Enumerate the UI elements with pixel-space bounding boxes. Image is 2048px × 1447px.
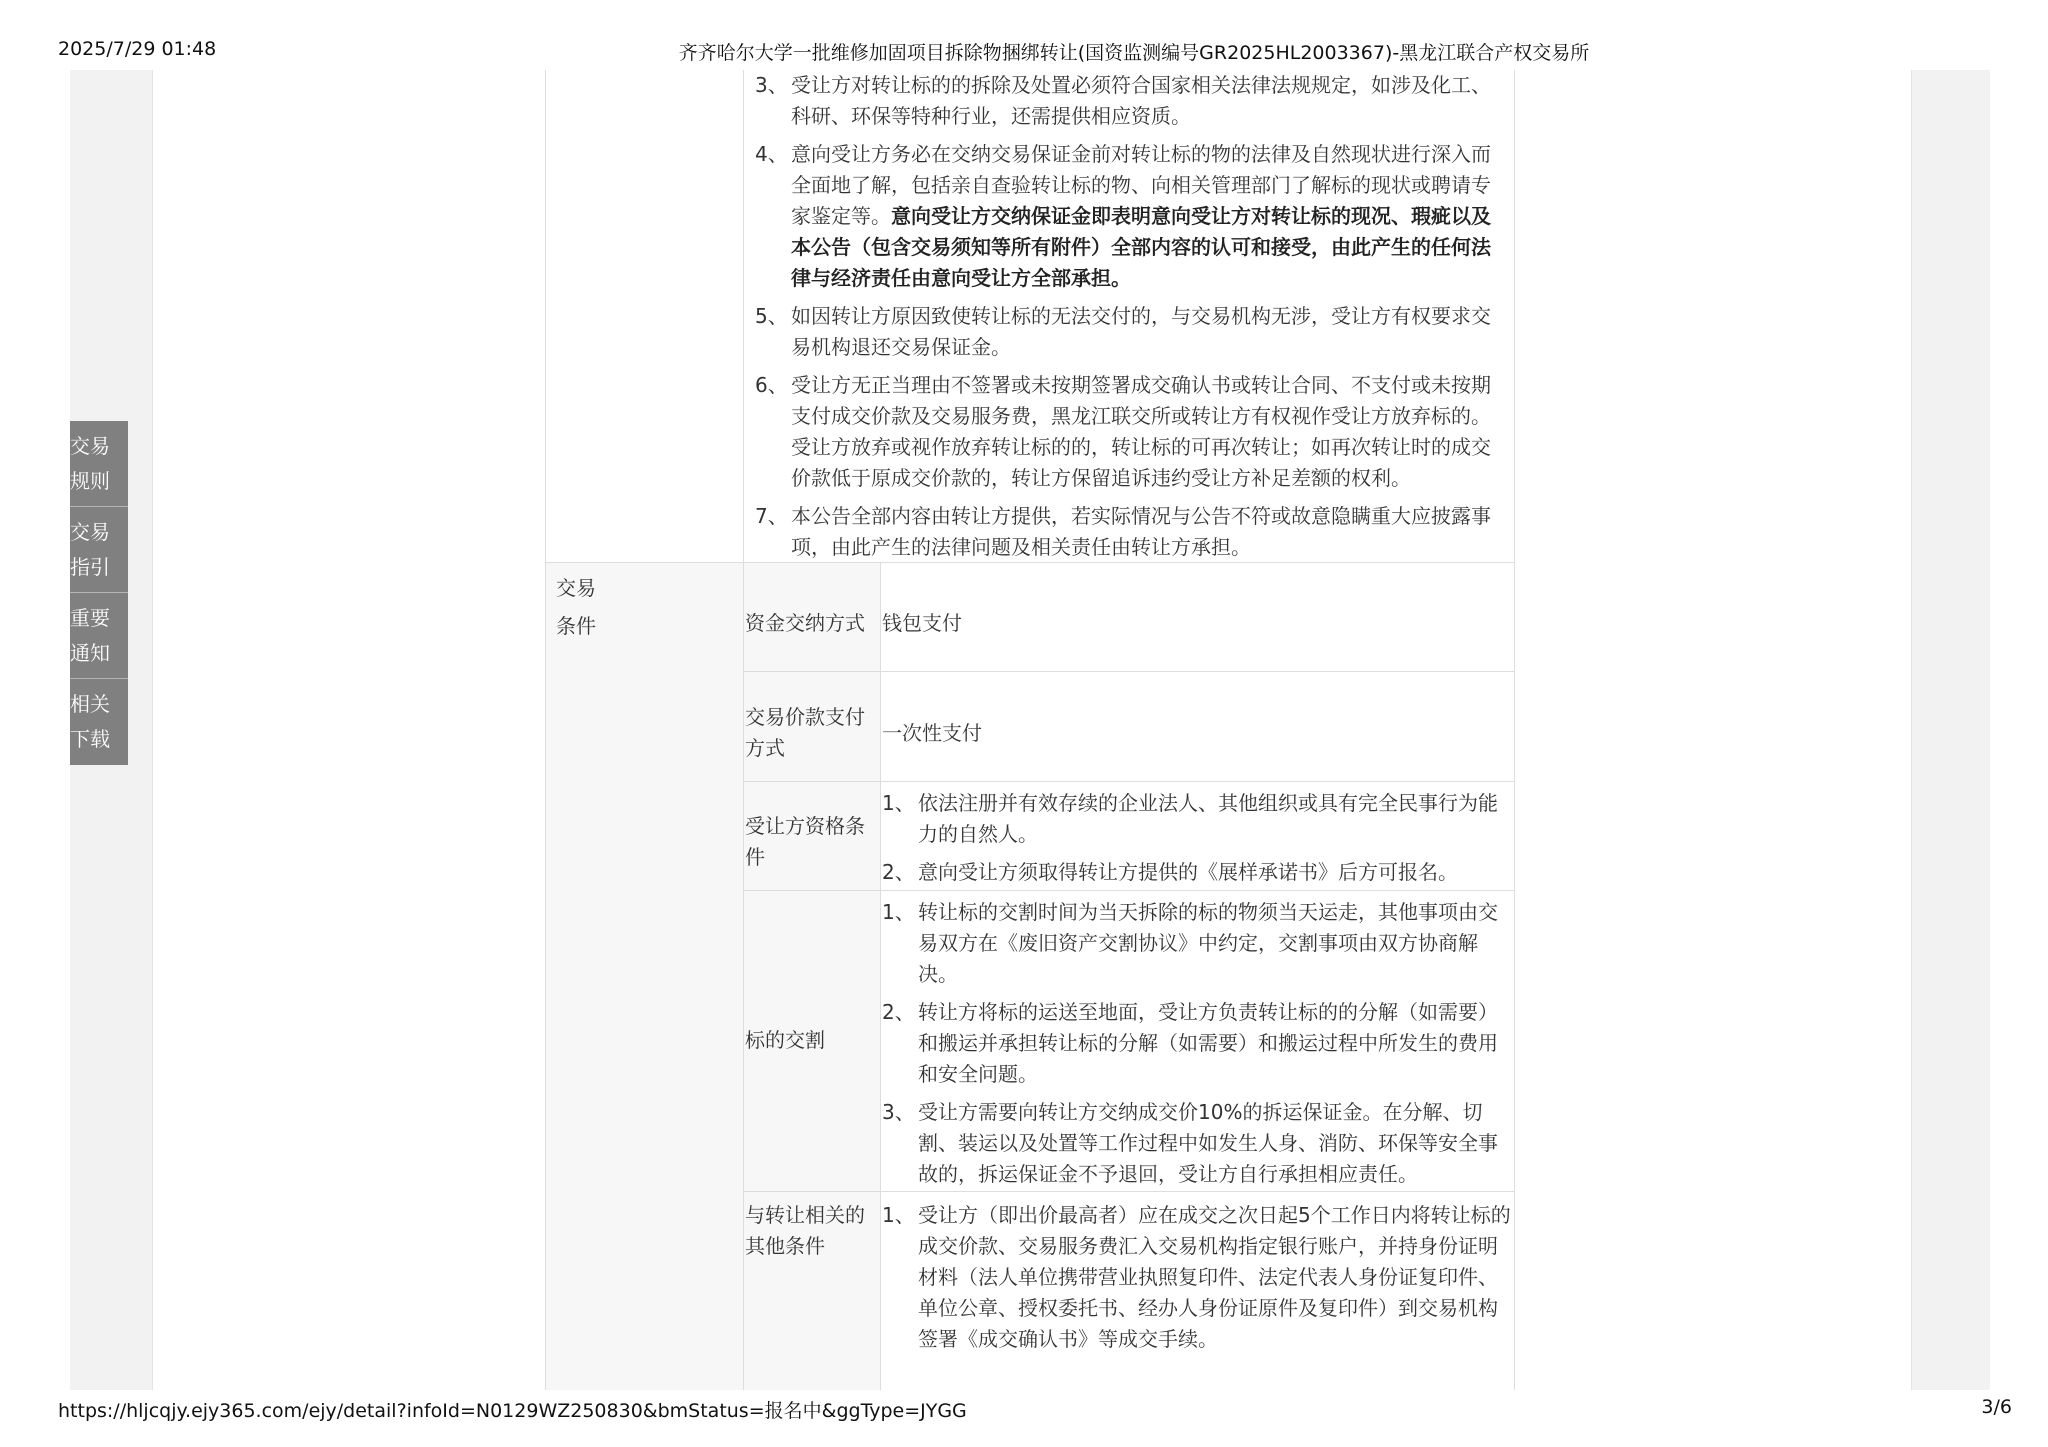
item-bold-text: 意向受让方交纳保证金即表明意向受让方对转让标的现况、瑕疵以及本公告（包含交易须知等所有附件）全部内容的认可和接受，由此产生的任何法律与经济责任由意向受让方全部承担。 <box>791 204 1491 290</box>
delivery-label: 标的交割 <box>745 1028 825 1052</box>
item-text: 转让方将标的运送至地面，受让方负责转让标的的分解（如需要）和搬运并承担转让标的分解（如需要）和搬运过程中所发生的费用和安全问题。 <box>918 1000 1498 1086</box>
table-border <box>545 70 546 1390</box>
list-item <box>882 788 1514 850</box>
print-url: https://hljcqjy.ejy365.com/ejy/detail?infoId=N0129WZ250830&bmStatus=报名中&ggType=JYGG <box>58 1400 967 1422</box>
nav-label: 交易 <box>70 434 110 458</box>
item-number: 5、 <box>755 304 788 328</box>
other-conditions-list <box>882 1200 1514 1362</box>
table-border <box>880 562 881 1390</box>
nav-label: 规则 <box>70 469 110 493</box>
delivery-list <box>882 897 1514 1197</box>
item-number: 2、 <box>882 860 915 884</box>
item-number: 2、 <box>882 1000 915 1024</box>
table-border <box>1514 70 1515 1390</box>
nav-label: 交易 <box>70 520 110 544</box>
item-text: 意向受让方须取得转让方提供的《展样承诺书》后方可报名。 <box>918 860 1458 884</box>
item-number: 3、 <box>755 73 788 97</box>
item-number: 6、 <box>755 373 788 397</box>
side-nav-trade-guide[interactable] <box>70 507 128 593</box>
list-item <box>882 1097 1514 1190</box>
print-page-number: 3/6 <box>1981 1396 2012 1418</box>
item-number: 4、 <box>755 142 788 166</box>
item-number: 3、 <box>882 1100 915 1124</box>
price-payment-label: 交易价款支付方式 <box>745 705 865 760</box>
section-title-line: 交易 <box>556 576 596 600</box>
side-nav-downloads[interactable] <box>70 679 128 765</box>
list-item <box>882 997 1514 1090</box>
item-text: 受让方需要向转让方交纳成交价10%的拆运保证金。在分解、切割、装运以及处置等工作过程中如发生人身、消防、环保等安全事故的，拆运保证金不予退回，受让方自行承担相应责任。 <box>918 1100 1498 1186</box>
price-payment-value: 一次性支付 <box>882 721 982 745</box>
qualification-label: 受让方资格条件 <box>745 814 865 869</box>
other-conditions-label: 与转让相关的其他条件 <box>745 1203 865 1258</box>
list-item <box>882 857 1514 888</box>
item-text: 依法注册并有效存续的企业法人、其他组织或具有完全民事行为能力的自然人。 <box>918 791 1498 846</box>
list-item <box>755 139 1510 294</box>
payment-method-label: 资金交纳方式 <box>745 611 865 635</box>
nav-label: 相关 <box>70 692 110 716</box>
list-item <box>882 1200 1514 1355</box>
item-text: 本公告全部内容由转让方提供，若实际情况与公告不符或故意隐瞒重大应披露事项，由此产生的法律问题及相关责任由转让方承担。 <box>791 504 1491 559</box>
table-border <box>743 781 1515 782</box>
item-text: 意向受让方务必在交纳交易保证金前对转让标的物的法律及自然现状进行深入而全面地了解，包括亲自查验转让标的物、向相关管理部门了解标的现状或聘请专家鉴定等。 <box>791 142 1491 228</box>
list-item <box>755 501 1510 563</box>
nav-label: 重要 <box>70 606 110 630</box>
item-text: 受让方无正当理由不签署或未按期签署成交确认书或转让合同、不支付或未按期支付成交价款及交易服务费，黑龙江联交所或转让方有权视作受让方放弃标的。受让方放弃或视作放弃转让标的的，转让标的可再次转让；如再次转让时的成交价款低于原成交价款的，转让方保留追诉违约受让方补足差额的权利。 <box>791 373 1491 490</box>
table-border <box>743 671 1515 672</box>
nav-label: 通知 <box>70 641 110 665</box>
list-item <box>882 897 1514 990</box>
item-number: 1、 <box>882 900 915 924</box>
list-item <box>755 70 1510 132</box>
table-border <box>743 70 744 1390</box>
item-text: 转让标的交割时间为当天拆除的标的物须当天运走，其他事项由交易双方在《废旧资产交割协议》中约定，交割事项由双方协商解决。 <box>918 900 1498 986</box>
item-number: 1、 <box>882 1203 915 1227</box>
section-title-line: 条件 <box>556 614 596 638</box>
item-text: 受让方对转让标的的拆除及处置必须符合国家相关法律法规规定，如涉及化工、科研、环保等特种行业，还需提供相应资质。 <box>791 73 1491 128</box>
notice-list <box>755 70 1510 570</box>
section-title-trade-conditions <box>556 569 616 645</box>
nav-label: 下载 <box>70 727 110 751</box>
side-nav-trade-rules[interactable] <box>70 421 128 507</box>
detail-table <box>545 70 1515 1390</box>
side-nav-important-notice[interactable] <box>70 593 128 679</box>
side-nav <box>70 421 128 765</box>
section-cell-bg <box>545 562 743 1390</box>
payment-method-value: 钱包支付 <box>882 611 962 635</box>
list-item <box>755 301 1510 363</box>
list-item <box>755 370 1510 494</box>
nav-label: 指引 <box>70 555 110 579</box>
item-text: 如因转让方原因致使转让标的无法交付的，与交易机构无涉，受让方有权要求交易机构退还交易保证金。 <box>791 304 1491 359</box>
print-page-title: 齐齐哈尔大学一批维修加固项目拆除物捆绑转让(国资监测编号GR2025HL2003367)-黑龙江联合产权交易所 <box>678 42 1590 64</box>
print-date: 2025/7/29 01:48 <box>58 38 217 60</box>
item-number: 1、 <box>882 791 915 815</box>
item-text: 受让方（即出价最高者）应在成交之次日起5个工作日内将转让标的成交价款、交易服务费汇入交易机构指定银行账户，并持身份证明材料（法人单位携带营业执照复印件、法定代表人身份证复印件、单位公章、授权委托书、经办人身份证原件及复印件）到交易机构签署《成交确认书》等成交手续。 <box>918 1203 1511 1351</box>
label-column-bg <box>743 562 880 1390</box>
qualification-list <box>882 788 1514 895</box>
item-number: 7、 <box>755 504 788 528</box>
